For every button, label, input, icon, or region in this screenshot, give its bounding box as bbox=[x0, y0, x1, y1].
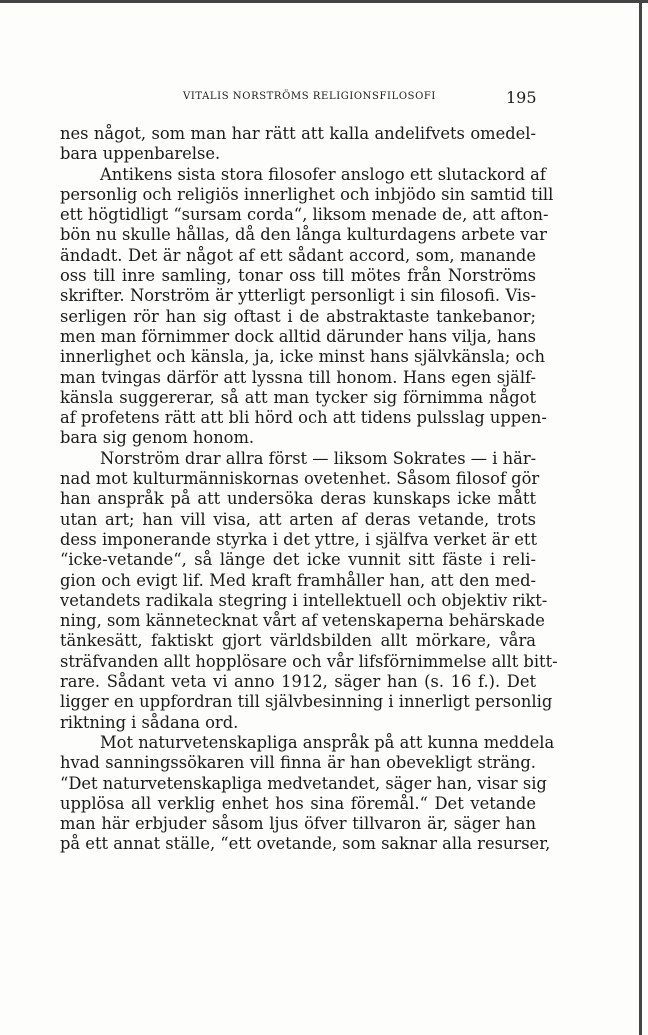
text-line: rare. Sådant veta vi anno 1912, säger han (s. 16 f.). Det bbox=[60, 672, 536, 692]
text-line: dess imponerande styrka i det yttre, i själfva verket är ett bbox=[60, 529, 538, 549]
page-number: 195 bbox=[506, 88, 537, 107]
running-head-title: VITALIS NORSTRÖMS RELIGIONSFILOSOFI bbox=[183, 91, 436, 102]
text-line: men man förnimmer dock alltid därunder hans vilja, hans bbox=[60, 326, 537, 346]
text-line: gion och evigt lif. Med kraft framhåller han, att den med- bbox=[60, 570, 536, 590]
text-line: utan art; han vill visa, att arten af deras vetande, trots bbox=[60, 509, 536, 529]
text-line: bön nu skulle hållas, då den långa kulturdagens arbete var bbox=[60, 225, 547, 245]
text-line: personlig och religiös innerlighet och inbjödo sin samtid till bbox=[60, 184, 554, 204]
text-line: Norström drar allra först — liksom Sokrates — i här- bbox=[100, 448, 537, 468]
text-line: Mot naturvetenskapliga anspråk på att kunna meddela bbox=[100, 732, 555, 752]
text-line: nes något, som man har rätt att kalla andelifvets omedel- bbox=[60, 124, 536, 143]
text-line: skrifter. Norström är ytterligt personligt i sin filosofi. Vis- bbox=[60, 286, 536, 306]
text-line: “Det naturvetenskapliga medvetandet, säger han, visar sig bbox=[60, 773, 547, 793]
text-line: ett högtidligt “sursam corda“, liksom menade de, att afton- bbox=[60, 205, 549, 225]
text-line: tänkesätt, faktiskt gjort världsbilden allt mörkare, våra bbox=[60, 631, 536, 651]
text-line: han anspråk på att undersöka deras kunskaps icke mått bbox=[60, 489, 536, 509]
text-line: sträfvanden allt hopplösare och vår lifsförnimmelse allt bitt- bbox=[60, 651, 558, 671]
text-line: Antikens sista stora filosofer anslogo ett slutackord af bbox=[100, 164, 546, 184]
text-line: bara uppenbarelse. bbox=[60, 144, 221, 164]
text-line: oss till inre samling, tonar oss till mötes från Norströms bbox=[60, 266, 536, 286]
text-line: hvad sanningssökaren vill finna är han obevekligt sträng. bbox=[60, 753, 536, 773]
text-line: vetandets radikala stegring i intellektuell och objektiv rikt- bbox=[60, 590, 548, 610]
page-right-edge bbox=[639, 0, 642, 1035]
text-line: serligen rör han sig oftast i de abstraktaste tankebanor; bbox=[60, 306, 536, 326]
text-line: man tvingas därför att lyssna till honom. Hans egen själf- bbox=[60, 367, 536, 387]
text-line: känsla suggererar, så att man tycker sig förnimma något bbox=[60, 387, 536, 407]
text-line: ligger en uppfordran till självbesinning i innerligt personlig bbox=[60, 692, 553, 712]
text-line: upplösa all verklig enhet hos sina föremål.“ Det vetande bbox=[60, 793, 536, 813]
text-line: nad mot kulturmänniskornas ovetenhet. Såsom filosof gör bbox=[60, 469, 540, 489]
text-line: bara sig genom honom. bbox=[60, 428, 255, 448]
page-top-edge bbox=[0, 0, 648, 3]
text-line: innerlighet och känsla, ja, icke minst hans självkänsla; och bbox=[60, 347, 545, 367]
text-line: på ett annat ställe, “ett ovetande, som saknar alla resurser, bbox=[60, 834, 551, 854]
text-line: riktning i sådana ord. bbox=[60, 712, 239, 732]
text-line: ändadt. Det är något af ett sådant accord, som, manande bbox=[60, 245, 536, 265]
body-text bbox=[60, 124, 558, 855]
text-line: “icke-vetande“, så länge det icke vunnit sitt fäste i reli- bbox=[60, 550, 536, 570]
text-line: ning, som kännetecknat vårt af vetenskaperna behärskade bbox=[60, 611, 545, 631]
text-line: af profetens rätt att bli hörd och att tidens pulsslag uppen- bbox=[60, 408, 547, 428]
text-line: man här erbjuder såsom ljus öfver tillvaron är, säger han bbox=[60, 814, 536, 834]
